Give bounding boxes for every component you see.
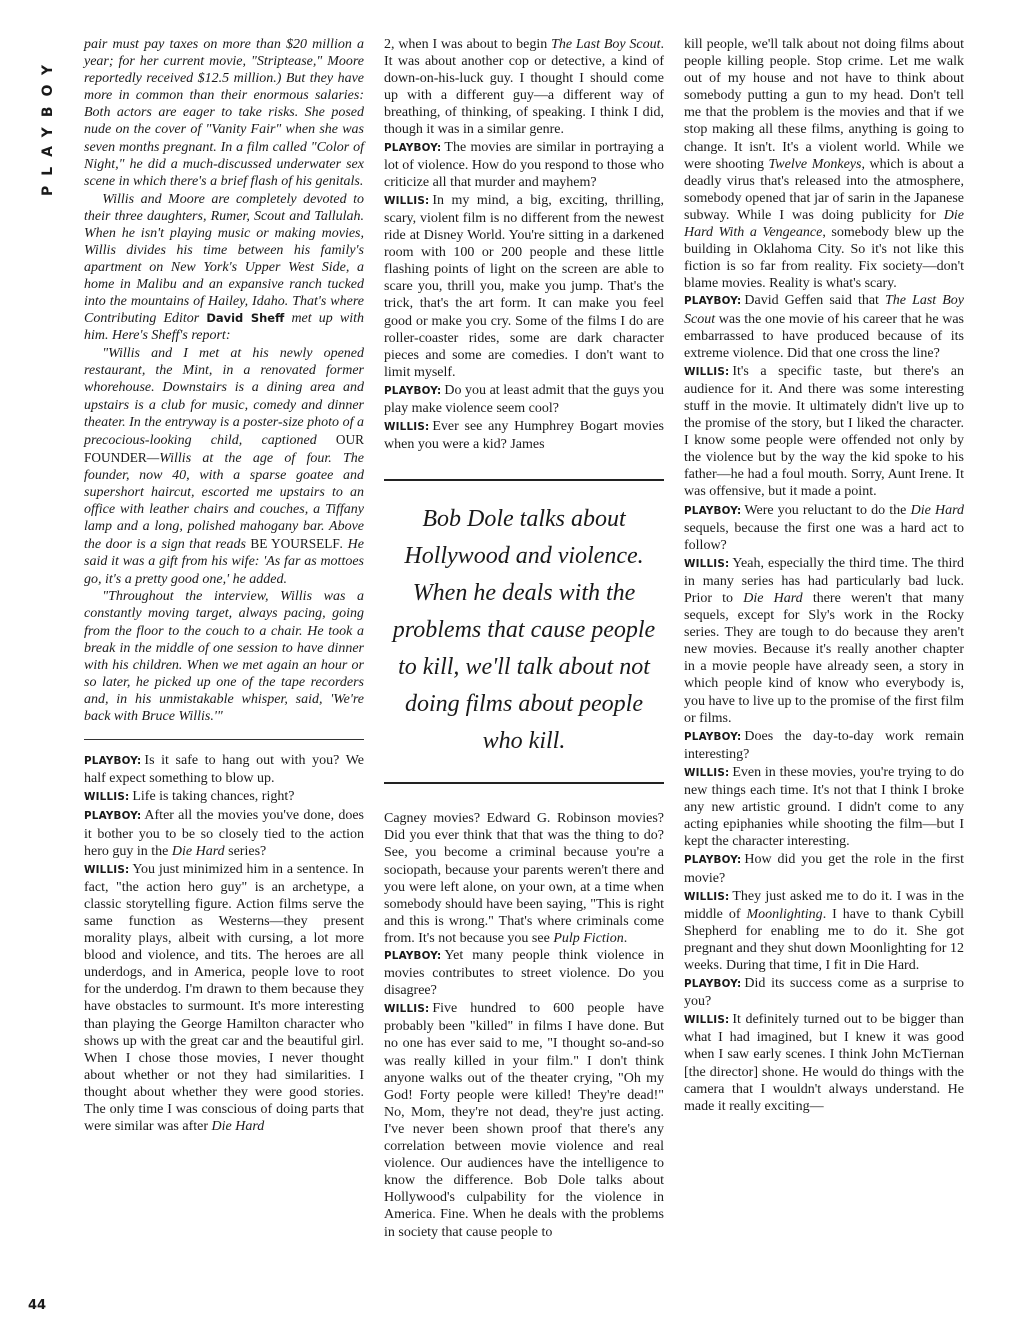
qa-exchange [84,807,364,859]
qa-text: Ever see any Humphrey Bogart movies when you were a kid? James [384,419,664,453]
section-label [10,44,56,204]
interview-qa [84,752,364,1135]
column-3 [684,36,964,1116]
page-number: 44 [28,1298,47,1313]
intro-paragraph: pair must pay taxes on more than $20 million a year; for her current movie, "Striptease," Moore reportedly received $12.5 million.) But they have more in common than their enormous salaries: Both actors are eager to take risks. She posed nude on the cover of "Vanity Fair" when she was seven months pregnant. In a film called "Color of Night," he did a much-discussed underwater sex scene in which there's a brief flash of his genitals. [84,37,364,189]
speaker-label: WILLIS: [684,1014,730,1027]
film-title: Die Hard [743,591,803,606]
qa-text: It's a specific taste, but there's an audience for it. And there was some interesting stuff in the movie. It ultimately didn't live up to the promise of the story, but I liked the character. I know some people were offended not only by the violence but by the way the kid spoke to his father—he had a foul mouth. Sorry, Aunt Irene. It was offensive, but it made a point. [684,363,964,500]
speaker-label: WILLIS: [684,557,730,570]
qa-text: Life is taking chances, right? [132,789,295,805]
qa-exchange [384,418,664,453]
qa-exchange [684,888,964,974]
body-text: . [623,930,628,946]
qa-text: was the one movie of his career that he was embarrassed to have produced because of its extreme violence. Did that one cross the line? [684,311,964,361]
qa-exchange [384,382,664,417]
qa-text: Were you reluctant to do the [744,502,907,518]
film-title: Die Hard [211,1119,265,1135]
interview-qa [384,139,664,454]
section-label-text: PLAYBOY [40,54,56,196]
qa-exchange [684,555,964,727]
speaker-label: WILLIS: [84,863,130,876]
qa-exchange [684,502,964,554]
body-paragraph [684,36,964,292]
speaker-label: PLAYBOY: [684,730,742,743]
intro-paragraph [84,345,364,587]
column-1 [84,36,364,1136]
qa-exchange [684,1011,964,1115]
qa-text: Does the day-to-day work remain interesting? [684,728,964,762]
qa-text: You just minimized him in a sentence. In fact, "the action hero guy" is an archetype, a classic storytelling figure. Action films serve the same function as Westerns—they present morality plays, albeit with cursing, a lot more blood and violence, and tits. The heroes are all underdogs, and in America, people love to root for the underdog. I'm drawn to them because they have obstacles to surmount. It's more interesting than playing the George Hamilton character who shows up with the great car and the beautiful girl. When I chose those movies, I never thought about whether or not they had similarities. I thought about whether they were good stories. The only time I was conscious of doing parts that were similar was after [84,861,364,1135]
qa-exchange [684,975,964,1010]
qa-text: . I have to thank Cybill Shepherd for enabling me to do it. She got pregnant and they shut down Moonlighting for 12 weeks. During that time, I fit in Die Hard. [684,906,965,973]
intro-text: —Willis at the age of four. The founder, now 40, with a sparse goatee and supershort haircut, escorted me upstairs to an office with leather chairs and couches, a Tiffany lamp and a long, polished mahogany bar. Above the door is a sign that reads [84,450,364,553]
qa-text: Five hundred to 600 people have probably been "killed" in films I have done. But no one has ever said to me, "I thought so-and-so was really killed in your film." I don't think anyone walks out of the theater crying, "Oh my God! Forty people were killed! They're dead!" No, Mom, they're not dead, they're just acting. I've never been shown proof that there's any correlation between movie violence and real violence. Our audiences have the intelligence to know the difference. Bob Dole talks about Hollywood's culpability for the violence in America. Fine. When he deals with the problems in society that cause people to [384,1001,664,1240]
qa-exchange [84,788,364,806]
qa-exchange [684,292,964,361]
speaker-label: PLAYBOY: [84,755,142,768]
qa-exchange [84,752,364,787]
film-title: Twelve Monkeys [768,156,862,172]
interview-qa [384,947,664,1241]
speaker-label: PLAYBOY: [84,810,142,823]
qa-text: After all the movies you've done, does it bother you to be so closely tied to the action hero guy in the [84,808,364,859]
speaker-label: PLAYBOY: [684,854,742,867]
qa-text: In my mind, a big, exciting, thrilling, scary, violent film is no different from the newest ride at Disney World. You're sitting in a darkened room with 100 or 200 people and these little flashing points of light on the screen are able to scare you, thrill you, make you jump. That's the trick, that's the art form. It can make you feel good or make you cry. Some of the films I do are roller-coaster rides, some are dark character pieces and some are comedies. I don't want to limit myself. [384,192,664,380]
qa-exchange [384,139,664,191]
speaker-label: WILLIS: [384,194,430,207]
speaker-label: PLAYBOY: [384,950,442,962]
qa-text: The movies are similar in portraying a lot of violence. How do you respond to those who criticize all that murder and mayhem? [384,139,664,190]
qa-text: Do you at least admit that the guys you play make violence seem cool? [384,382,664,416]
intro-paragraph: "Throughout the interview, Willis was a constantly moving target, always pacing, going from the floor to the couch to a chair. He took a break in the middle of one session to have dinner with his children. When we met again an hour or so later, he picked up one of the tape recorders and, in his unmistakable whisper, said, 'We're back with Bruce Willis.'" [84,589,364,725]
qa-exchange [84,861,364,1136]
body-text: . It was about another cop or detective, a kind of down-on-his-luck guy. I thought I should come up with a different guy—a different way of breathing, of thinking, of speaking. I think I did, though it was in a similar genre. [384,37,665,138]
qa-text: there weren't that many sequels, except for Sly's work in the Rocky series. They are tough to do because they aren't new movies. Because it's really another chapter in a movie people have already seen, a story in which people kind of know who everybody is, you have to live up to the promise of the first film or films. [684,591,965,726]
qa-text: Yet many people think violence in movies contributes to street violence. Do you disagree? [384,948,664,999]
author-name: David Sheff [206,311,285,326]
speaker-label: WILLIS: [384,421,430,434]
qa-text: Is it safe to hang out with you? We half expect something to blow up. [84,753,364,787]
speaker-label: WILLIS: [684,365,730,378]
qa-text: It definitely turned out to be bigger than what I had imagined, but I knew it was good when I saw early scenes. I think John McTiernan [the director] shone. He would do things with the camera that I wouldn't always understand. He made it really exciting— [684,1012,964,1114]
qa-text: Even in these movies, you're trying to do new things each time. It's not that I think I broke any new artistic ground. I didn't come to any acting epiphanies while shooting the film—but I kept the character interesting. [684,764,964,850]
qa-exchange [684,851,964,886]
film-title: The Last Boy Scout [684,293,965,327]
intro-paragraph [84,191,364,345]
qa-exchange [384,192,664,381]
sign-text: BE YOURSELF [250,536,340,552]
speaker-label: WILLIS: [384,1003,430,1016]
qa-exchange [684,363,964,501]
film-title: The Last Boy Scout [551,37,661,52]
speaker-label: PLAYBOY: [684,295,742,308]
qa-text: Did its success come as a surprise to you? [684,976,964,1010]
sign-text: OUR FOUNDER [84,431,364,465]
speaker-label: WILLIS: [684,766,730,779]
body-text: , somebody blew up the building in Oklahoma City. So it's not like this fiction is so far from reality. Fix society—don't blame movies. Reality is what's scary. [684,225,964,292]
body-paragraph [384,810,664,947]
film-title: Die Hard [910,502,964,518]
intro [84,36,364,725]
body-paragraph [384,36,664,139]
speaker-label: PLAYBOY: [684,978,742,991]
qa-text: series? [228,843,267,859]
intro-text: met up with him. Here's Sheff's report: [84,311,364,344]
column-2 [384,36,664,1242]
intro-text: "Willis and I met at his newly opened restaurant, the Mint, in a renovated former whorehouse. Downstairs is a dining area and upstairs is a club for music, comedy and dinner theater. In the entryway is a poster-size photo of a precocious-looking child, captioned [84,346,364,448]
body-text: kill people, we'll talk about not doing films about people killing people. Stop crime. Let me walk out of my house and not have to think about somebody putting a gun to my head. Don't tell me that the problem is the movies and that if we stop making all these films, anything is going to change. It isn't. It's a violent world. While we were shooting [684,37,964,172]
film-title: Moonlighting [746,906,823,922]
speaker-label: WILLIS: [84,791,130,804]
qa-text: They just asked me to do it. I was in the middle of [684,888,964,922]
pull-quote: Bob Dole talks about Hollywood and violence. When he deals with the problems that cause people to kill, we'll talk about not doing films about people who kill. [384,479,664,784]
qa-text: How did you get the role in the first movie? [684,852,964,886]
speaker-label: PLAYBOY: [684,504,742,517]
qa-text: Yeah, especially the third time. The third in many series has had particularly bad luck. Prior to [684,555,964,606]
body-text: 2, when I was about to begin [384,37,548,52]
qa-text: David Geffen said that [744,293,879,309]
qa-exchange [384,947,664,999]
speaker-label: WILLIS: [684,890,730,903]
interview-qa [684,292,964,1114]
intro-text: Willis and Moore are completely devoted to their three daughters, Rumer, Scout and Tallulah. When he isn't playing music or making movies, Willis divides his time between his family's apartment on New York's Upper West Side, a home in Malibu and an expansive ranch tucked into the mountains of Hailey, Idaho. That's where Contributing Editor [84,191,364,327]
qa-exchange [684,728,964,763]
film-title: Pulp Fiction [553,930,624,946]
speaker-label: PLAYBOY: [384,141,442,154]
qa-exchange [684,764,964,850]
qa-exchange [384,1000,664,1240]
speaker-label: PLAYBOY: [384,384,442,397]
film-title: Die Hard With a Vengeance [684,207,964,241]
intro-text: . He said it was a gift from his wife: 'As far as mottoes go, it's a pretty good one,' he added. [84,537,364,587]
body-text: , which is about a deadly virus that's released into the atmosphere, somebody opened that jar of sarin in the Japanese subway. While I was doing publicity for [684,156,965,223]
divider [84,739,364,740]
film-title: Die Hard [171,843,225,859]
qa-text: sequels, because the first one was a hard act to follow? [684,520,964,553]
body-text: Cagney movies? Edward G. Robinson movies? Did you ever think that that was the thing to do? See, you become a criminal because you're a sociopath, because your parents weren't there and you were left alone, on your own, at a time when somebody should have been saying, "This is right and this is wrong." That's where criminals come from. It's not because you see [384,811,664,946]
